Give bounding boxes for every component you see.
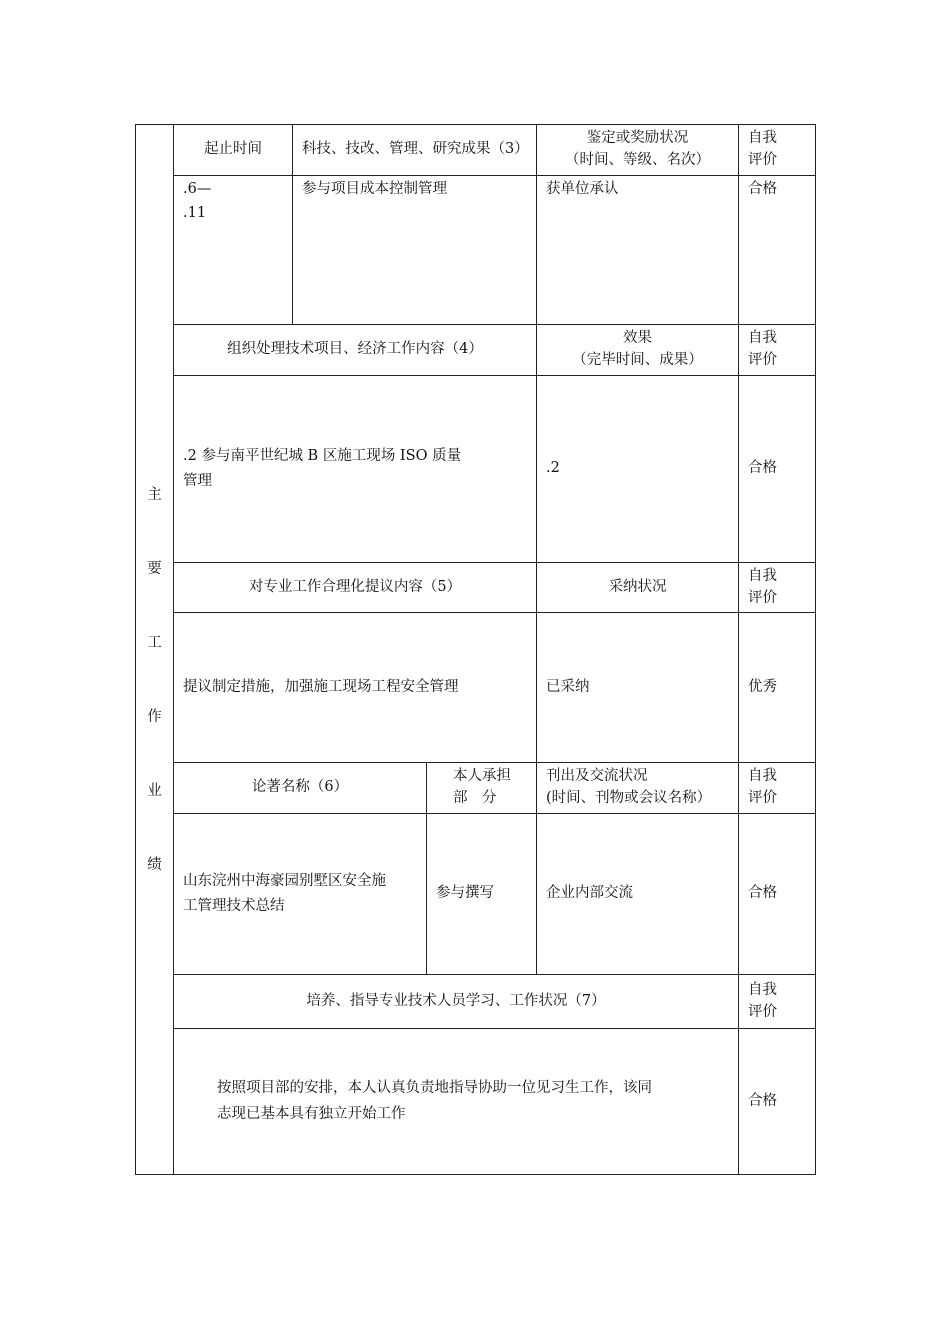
- cell-publish-status: 企业内部交流: [537, 814, 739, 975]
- cell-publication-title: 山东浣州中海豪园别墅区安全施 工管理技术总结: [174, 814, 427, 975]
- section7-header-row: [136, 975, 816, 1029]
- side-char-4: 作: [147, 708, 162, 725]
- header-suggestion: 对专业工作合理化提议内容（5）: [174, 563, 537, 613]
- cell-own-part: 参与撰写: [427, 814, 537, 975]
- cell-tech-project: .2 参与南平世纪城 B 区施工现场 ISO 质量 管理: [174, 376, 537, 563]
- section6-data-row: [136, 814, 816, 975]
- side-char-1: 主: [147, 486, 162, 503]
- section3-header-row: [136, 125, 816, 176]
- header-self-eval: 自我 评价: [739, 325, 816, 376]
- cell-suggestion: 提议制定措施，加强施工现场工程安全管理: [174, 613, 537, 763]
- cell-adoption: 已采纳: [537, 613, 739, 763]
- side-char-2: 要: [147, 560, 162, 577]
- cell-effect: .2: [537, 376, 739, 563]
- header-training: 培养、指导专业技术人员学习、工作状况（7）: [174, 975, 739, 1029]
- cell-achievement: 参与项目成本控制管理: [293, 176, 537, 325]
- side-char-3: 工: [147, 634, 162, 651]
- header-publication-title: 论著名称（6）: [174, 763, 427, 814]
- header-self-eval: 自我 评价: [739, 125, 816, 176]
- work-achievements-table: [135, 124, 816, 1175]
- header-self-eval: 自我 评价: [739, 563, 816, 613]
- cell-self-eval: 合格: [739, 1029, 816, 1175]
- header-award: 鉴定或奖励状况 （时间、等级、名次）: [537, 125, 739, 176]
- header-adoption: 采纳状况: [537, 563, 739, 613]
- header-own-part: 本人承担 部 分: [427, 763, 537, 814]
- header-self-eval: 自我 评价: [739, 975, 816, 1029]
- header-self-eval: 自我 评价: [739, 763, 816, 814]
- side-char-5: 业: [147, 782, 162, 799]
- section7-data-row: [136, 1029, 816, 1175]
- header-effect: 效果 （完毕时间、成果）: [537, 325, 739, 376]
- cell-self-eval: 合格: [739, 376, 816, 563]
- section5-header-row: [136, 563, 816, 613]
- cell-time-range: .6— .11: [174, 176, 293, 325]
- section4-header-row: [136, 325, 816, 376]
- cell-self-eval: 合格: [739, 814, 816, 975]
- side-label-main-achievements: [136, 125, 174, 1175]
- header-publish-status: 刊出及交流状况 (时间、刊物或会议名称）: [537, 763, 739, 814]
- header-achievement: 科技、技改、管理、研究成果（3）: [293, 125, 537, 176]
- cell-self-eval: 合格: [739, 176, 816, 325]
- cell-self-eval: 优秀: [739, 613, 816, 763]
- cell-award: 获单位承认: [537, 176, 739, 325]
- section4-data-row: [136, 376, 816, 563]
- header-time: 起止时间: [174, 125, 293, 176]
- section6-header-row: [136, 763, 816, 814]
- header-tech-project: 组织处理技术项目、经济工作内容（4）: [174, 325, 537, 376]
- section3-data-row: [136, 176, 816, 325]
- cell-training: 按照项目部的安排，本人认真负责地指导协助一位见习生工作，该同 志现已基本具有独立开始工作: [174, 1029, 739, 1175]
- section5-data-row: [136, 613, 816, 763]
- side-char-6: 绩: [147, 856, 162, 873]
